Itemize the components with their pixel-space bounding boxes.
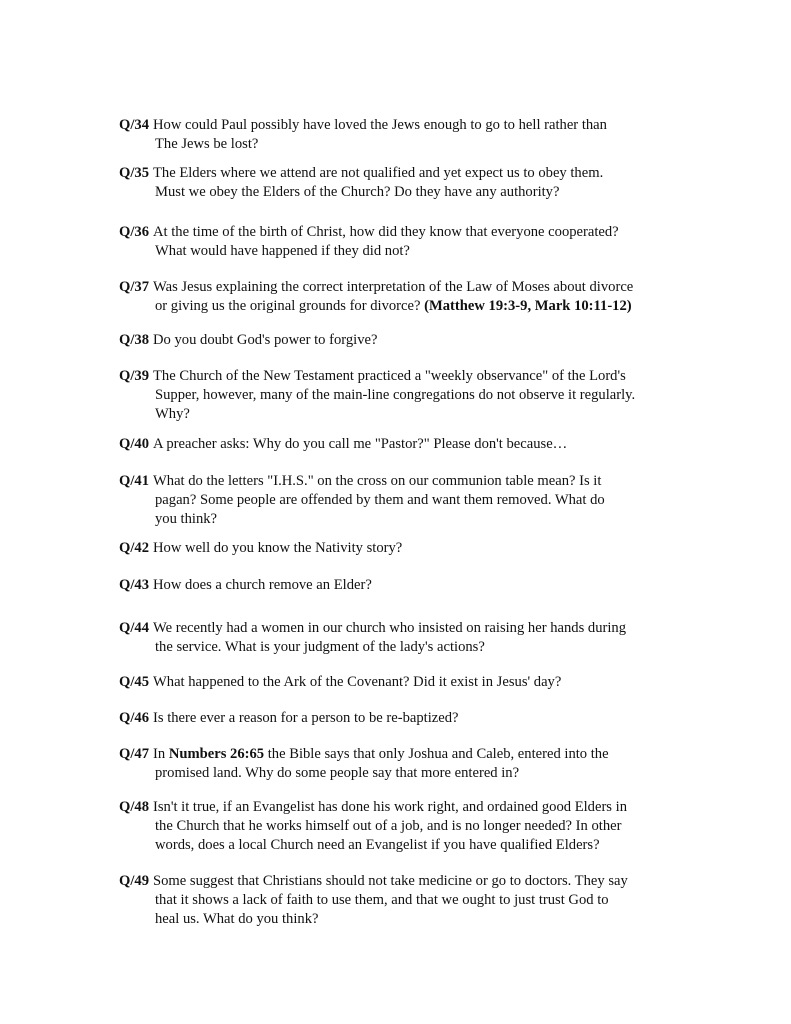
question-item — [119, 798, 679, 855]
question-line — [119, 242, 679, 261]
question-line — [119, 183, 679, 202]
question-text: the Bible says that only Joshua and Caleb, entered into the — [264, 746, 609, 762]
question-line — [119, 491, 679, 510]
question-number: Q/41 — [119, 473, 149, 489]
question-line — [119, 223, 679, 242]
scripture-reference: Numbers 26:65 — [168, 746, 265, 762]
question-text: Do you doubt God's power to forgive? — [153, 332, 378, 348]
question-number: Q/43 — [119, 577, 149, 593]
question-text: The Church of the New Testament practiced a "weekly observance" of the Lord's — [153, 368, 626, 384]
question-line — [119, 405, 679, 424]
question-text: Some suggest that Christians should not take medicine or go to doctors. They say — [153, 873, 628, 889]
question-text: Is there ever a reason for a person to be re-baptized? — [153, 710, 459, 726]
question-text: What would have happened if they did not? — [155, 243, 410, 259]
question-line — [119, 910, 679, 929]
question-line — [119, 764, 679, 783]
question-number: Q/39 — [119, 368, 149, 384]
question-text: you think? — [155, 511, 218, 527]
question-line — [119, 331, 679, 350]
question-line — [119, 891, 679, 910]
question-text: or giving us the original grounds for divorce? — [155, 298, 425, 314]
question-line — [119, 386, 679, 405]
question-item — [119, 619, 679, 657]
question-text: A preacher asks: Why do you call me "Pastor?" Please don't because… — [153, 436, 568, 452]
question-line — [119, 472, 679, 491]
question-text: promised land. Why do some people say that more entered in? — [155, 765, 520, 781]
scripture-reference: (Matthew 19:3-9, Mark 10:11-12) — [424, 298, 632, 314]
question-item — [119, 116, 679, 154]
question-item — [119, 673, 679, 692]
question-number: Q/35 — [119, 165, 149, 181]
question-item — [119, 223, 679, 261]
question-text: the Church that he works himself out of a job, and is no longer needed? In other — [155, 818, 622, 834]
question-number: Q/49 — [119, 873, 149, 889]
question-number: Q/36 — [119, 224, 149, 240]
question-text: Isn't it true, if an Evangelist has done his work right, and ordained good Elders in — [153, 799, 627, 815]
question-text: How does a church remove an Elder? — [153, 577, 372, 593]
question-text: that it shows a lack of faith to use them, and that we ought to just trust God to — [155, 892, 609, 908]
question-number: Q/34 — [119, 117, 149, 133]
question-line — [119, 836, 679, 855]
question-item — [119, 576, 679, 595]
question-text: Must we obey the Elders of the Church? Do they have any authority? — [155, 184, 560, 200]
question-number: Q/38 — [119, 332, 149, 348]
question-text: Was Jesus explaining the correct interpretation of the Law of Moses about divorce — [153, 279, 634, 295]
question-text: In — [153, 746, 169, 762]
question-item — [119, 472, 679, 529]
question-text: How could Paul possibly have loved the Jews enough to go to hell rather than — [153, 117, 607, 133]
question-text: the service. What is your judgment of the lady's actions? — [155, 639, 485, 655]
question-number: Q/46 — [119, 710, 149, 726]
question-item — [119, 709, 679, 728]
question-text: Why? — [155, 406, 190, 422]
question-line — [119, 367, 679, 386]
question-text: We recently had a women in our church who insisted on raising her hands during — [153, 620, 626, 636]
question-item — [119, 367, 679, 424]
question-text: words, does a local Church need an Evangelist if you have qualified Elders? — [155, 837, 600, 853]
question-item — [119, 278, 679, 316]
question-line — [119, 116, 679, 135]
question-number: Q/48 — [119, 799, 149, 815]
question-line — [119, 817, 679, 836]
question-line — [119, 798, 679, 817]
question-line — [119, 435, 679, 454]
question-line — [119, 745, 679, 764]
question-number: Q/37 — [119, 279, 149, 295]
question-item — [119, 331, 679, 350]
question-item — [119, 872, 679, 929]
question-line — [119, 164, 679, 183]
question-text: The Jews be lost? — [155, 136, 259, 152]
question-text: pagan? Some people are offended by them and want them removed. What do — [155, 492, 605, 508]
question-line — [119, 638, 679, 657]
question-text: What do the letters "I.H.S." on the cross on our communion table mean? Is it — [153, 473, 602, 489]
question-line — [119, 297, 679, 316]
question-line — [119, 539, 679, 558]
question-text: What happened to the Ark of the Covenant? Did it exist in Jesus' day? — [153, 674, 562, 690]
question-line — [119, 135, 679, 154]
question-number: Q/42 — [119, 540, 149, 556]
question-text: At the time of the birth of Christ, how did they know that everyone cooperated? — [153, 224, 619, 240]
question-number: Q/44 — [119, 620, 149, 636]
question-line — [119, 872, 679, 891]
question-item — [119, 745, 679, 783]
question-line — [119, 510, 679, 529]
question-number: Q/47 — [119, 746, 149, 762]
question-line — [119, 673, 679, 692]
question-number: Q/40 — [119, 436, 149, 452]
question-number: Q/45 — [119, 674, 149, 690]
question-line — [119, 576, 679, 595]
question-line — [119, 278, 679, 297]
question-text: How well do you know the Nativity story? — [153, 540, 403, 556]
question-text: The Elders where we attend are not qualified and yet expect us to obey them. — [153, 165, 604, 181]
question-item — [119, 435, 679, 454]
question-text: heal us. What do you think? — [155, 911, 319, 927]
question-text: Supper, however, many of the main-line congregations do not observe it regularly. — [155, 387, 636, 403]
question-item — [119, 539, 679, 558]
question-item — [119, 164, 679, 202]
question-line — [119, 619, 679, 638]
question-line — [119, 709, 679, 728]
